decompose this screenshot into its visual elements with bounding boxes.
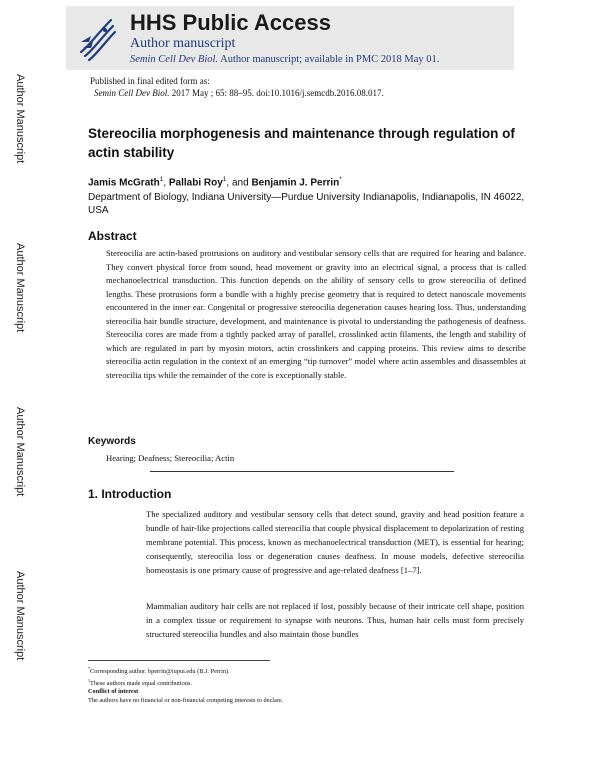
corresponding-author-mark: * bbox=[339, 176, 342, 183]
keywords-list: Hearing; Deafness; Stereocilia; Actin bbox=[106, 453, 235, 463]
side-label-author-manuscript: Author Manuscript bbox=[14, 571, 26, 661]
hhs-public-access-title: HHS Public Access bbox=[130, 10, 331, 35]
author-list: Jamis McGrath$^1$, Pallabi Roy$^1$, and Benjamin J. Perrin* bbox=[88, 176, 342, 189]
conflict-of-interest-heading: Conflict of interest bbox=[88, 688, 139, 696]
abstract-heading: Abstract bbox=[88, 229, 137, 243]
abstract-text: Stereocilia are actin-based protrusions on auditory and vestibular sensory cells that are required for hearing and balance. They convert physical force from sound, head movement or gravity into an electrical signal, a process that is called mechanoelectrical transduction. This function depends on the ability of sensory cells to grow stereocilia of defined lengths. These protrusions form a bundle with a highly precise geometry that is required to detect nanoscale movements encountered in the inner ear. Congenital or progressive stereocilia degeneration causes hearing loss. Thus, understanding stereocilia hair bundle structure, development, and maintenance is pivotal to understanding the pathogenesis of deafness. Stereocilia cores are made from a tightly packed array of parallel, crosslinked actin filaments, the length and stability of which are regulated in part by myosin motors, actin crosslinkers and capping proteins. This review aims to describe stereocilia actin regulation in the context of an emerging “tip turnover” model where actin assembles and disassembles at stereocilia tips while the remainder of the core is exceptionally stable. bbox=[106, 248, 526, 380]
header-journal-link[interactable]: Semin Cell Dev Biol. bbox=[130, 54, 219, 65]
keywords-heading: Keywords bbox=[88, 436, 136, 447]
side-label-author-manuscript: Author Manuscript bbox=[14, 74, 26, 164]
introduction-paragraph: The specialized auditory and vestibular sensory cells that detect sound, gravity and head position feature a bundle of hair-like projections called stereocilia that couple physical displacement to depolarization of resting membrane potential. This process, known as mechanoelectrical transduction (MET), is essential for hearing; consequently, stereocilia loss or degeneration causes deafness. In mouse models, defective stereocilia homeostasis is one primary cause of progressive and age-related deafness [1–7]. bbox=[146, 509, 524, 575]
side-label-author-manuscript: Author Manuscript bbox=[14, 243, 26, 333]
author-name: Benjamin J. Perrin bbox=[251, 177, 340, 189]
article-title: Stereocilia morphogenesis and maintenance through regulation of actin stability bbox=[88, 126, 515, 160]
footnote-corresponding: *Corresponding author. bperrin@iupui.edu (B.J. Perrin). bbox=[88, 666, 230, 676]
header-citation bbox=[130, 54, 439, 65]
published-label: Published in final edited form as: bbox=[90, 76, 210, 86]
hhs-eagle-logo-icon bbox=[75, 12, 119, 64]
footnotes bbox=[88, 665, 528, 705]
hhs-header bbox=[66, 6, 514, 70]
published-journal: Semin Cell Dev Biol. bbox=[94, 88, 170, 98]
footnote-divider bbox=[88, 660, 270, 661]
introduction-paragraph: Mammalian auditory hair cells are not replaced if lost, possibly because of their intricate cell shape, position in a complex tissue or requirement to synapse with neurons. Thus, human hair cells must form precisely structured stereocilia bundles and also maintain those bundles bbox=[146, 601, 524, 639]
section-divider bbox=[150, 471, 454, 472]
published-citation bbox=[94, 88, 384, 98]
author-mark: 1 bbox=[159, 176, 164, 183]
side-label-author-manuscript: Author Manuscript bbox=[14, 407, 26, 497]
footnote-equal-contribution: $^1$These authors made equal contributions. bbox=[88, 677, 192, 687]
author-manuscript-label: Author manuscript bbox=[130, 36, 236, 51]
introduction-heading: 1. Introduction bbox=[88, 487, 172, 501]
conflict-of-interest-text: The authors have no financial or non-financial competing interests to declare. bbox=[88, 696, 284, 704]
published-details: 2017 May ; 65: 88–95. doi:10.1016/j.semcdb.2016.08.017. bbox=[169, 88, 384, 98]
author-mark: 1 bbox=[222, 176, 227, 183]
header-availability: Author manuscript; available in PMC 2018 May 01. bbox=[218, 54, 440, 65]
author-name: Pallabi Roy bbox=[168, 177, 223, 189]
affiliation: Department of Biology, Indiana University—Purdue University Indianapolis, Indianapolis, IN 46022, USA bbox=[88, 192, 525, 216]
author-name: Jamis McGrath bbox=[88, 177, 160, 189]
